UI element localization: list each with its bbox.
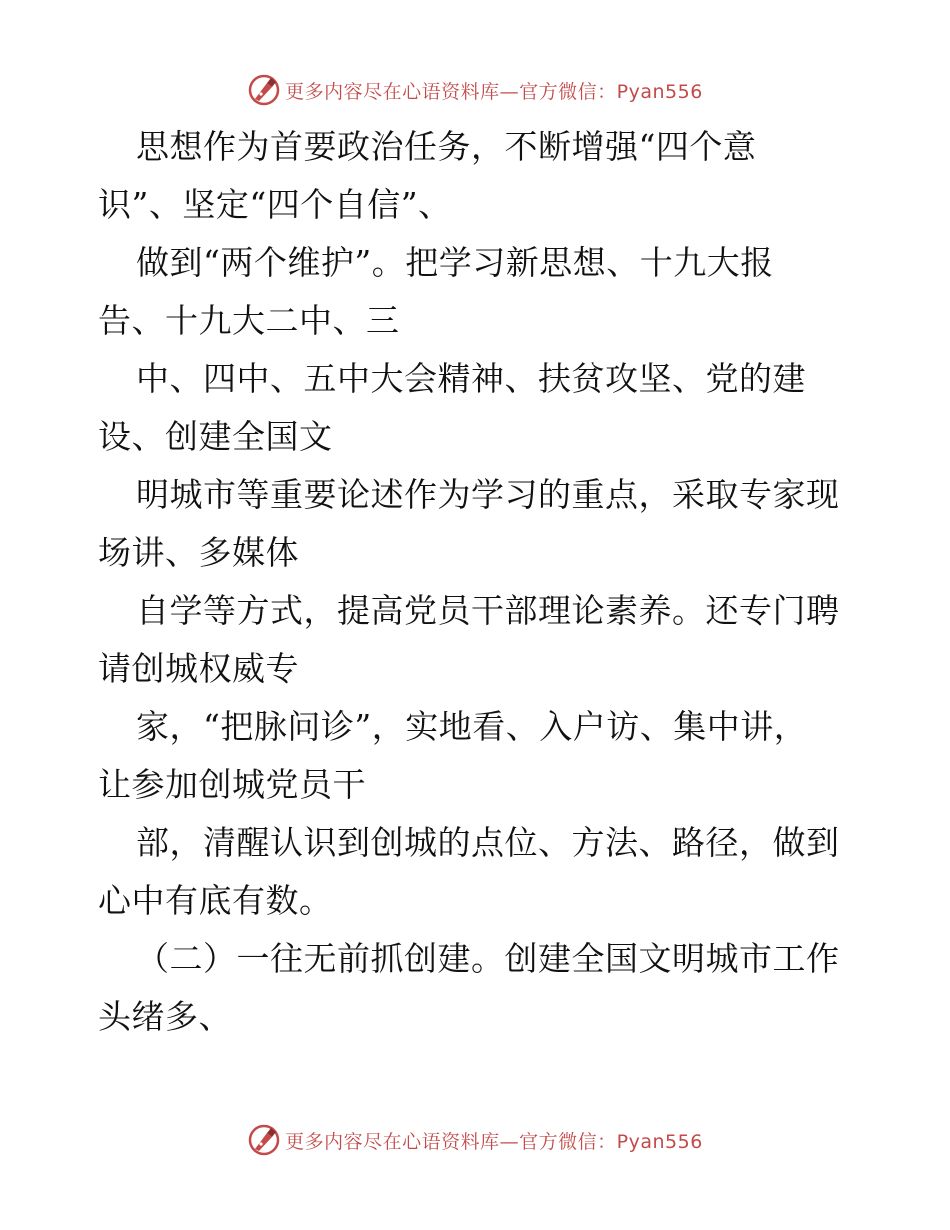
pen-nib-logo-icon xyxy=(247,73,281,107)
document-body xyxy=(98,118,858,1046)
wechat-id: Pyan556 xyxy=(616,80,703,103)
banner-text: 更多内容尽在心语资料库—官方微信：Pyan556 xyxy=(285,1130,703,1153)
text-line: 告、十九大二中、三 xyxy=(98,301,400,340)
banner-text: 更多内容尽在心语资料库—官方微信：Pyan556 xyxy=(285,80,703,103)
text-line: （二）一往无前抓创建。创建全国文明城市工作 xyxy=(136,939,840,978)
wechat-id: Pyan556 xyxy=(616,1130,703,1153)
text-line: 场讲、多媒体 xyxy=(98,533,299,572)
text-line: 思想作为首要政治任务，不断增强“四个意 xyxy=(136,127,757,166)
header-banner xyxy=(0,70,950,110)
text-line: 识”、坚定“四个自信”、 xyxy=(98,185,452,224)
text-line: 做到“两个维护”。把学习新思想、十九大报 xyxy=(136,243,774,282)
footer-banner xyxy=(0,1120,950,1160)
text-line: 头绪多、 xyxy=(98,997,232,1036)
text-line: 心中有底有数。 xyxy=(98,881,333,920)
text-line: 设、创建全国文 xyxy=(98,417,333,456)
text-line: 让参加创城党员干 xyxy=(98,765,366,804)
text-line: 自学等方式，提高党员干部理论素养。还专门聘 xyxy=(136,591,840,630)
pen-nib-logo-icon xyxy=(247,1123,281,1157)
text-line: 家，“把脉问诊”，实地看、入户访、集中讲， xyxy=(136,707,808,746)
text-line: 请创城权威专 xyxy=(98,649,299,688)
text-line: 明城市等重要论述作为学习的重点，采取专家现 xyxy=(136,475,840,514)
text-line: 中、四中、五中大会精神、扶贫攻坚、党的建 xyxy=(136,359,806,398)
text-line: 部，清醒认识到创城的点位、方法、路径，做到 xyxy=(136,823,840,862)
